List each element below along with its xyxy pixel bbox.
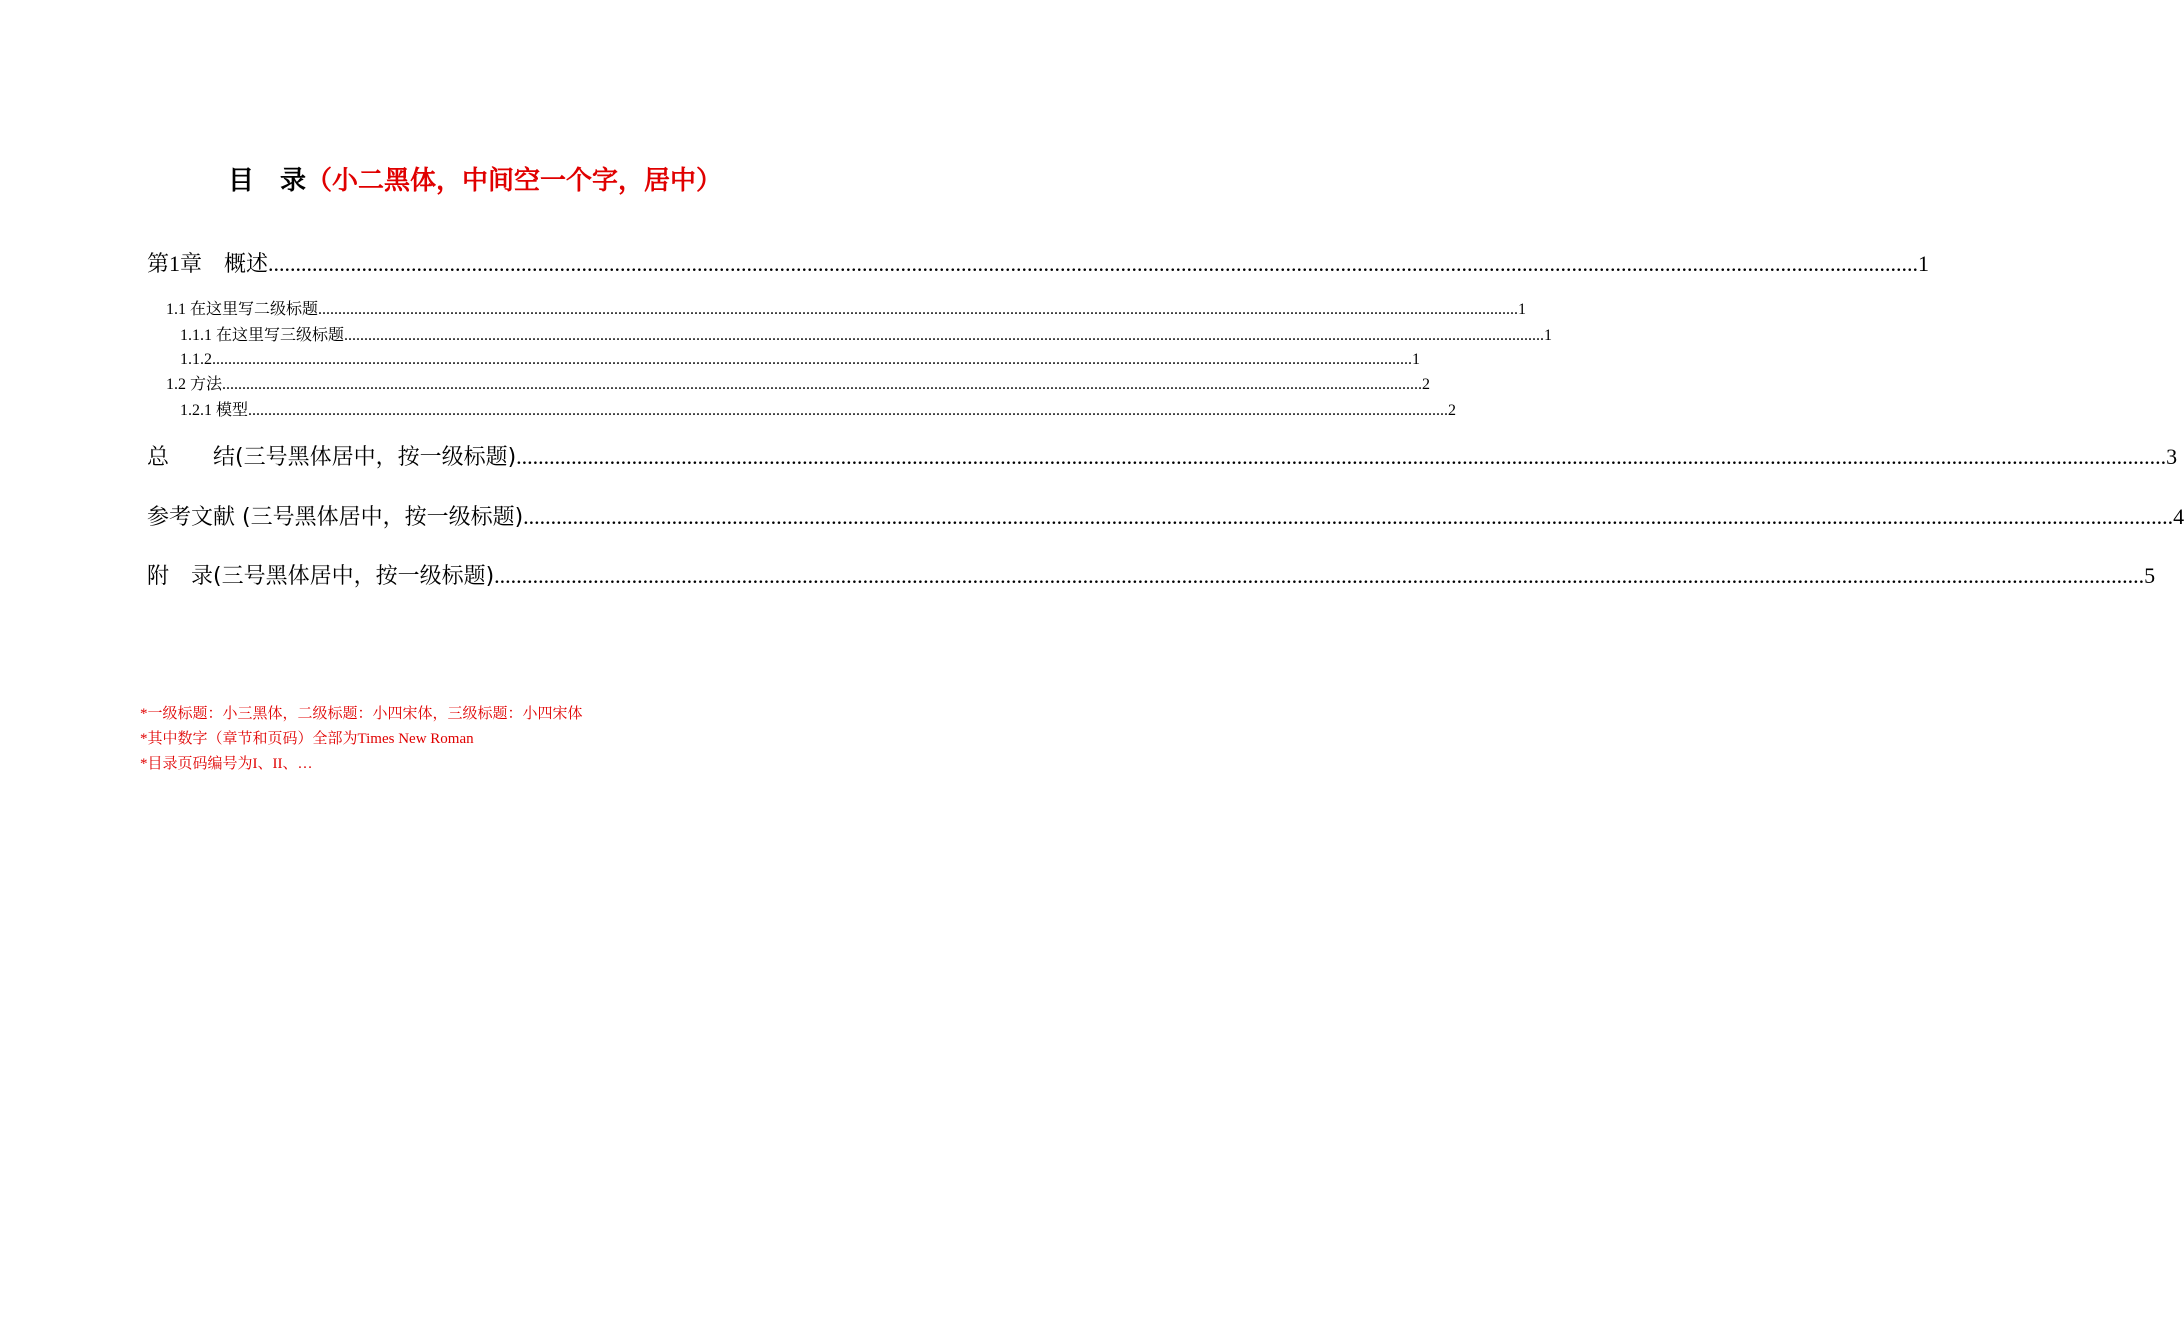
dot-leader: ............................................................................................................................................................................................................................................................................................................ — [344, 327, 1545, 344]
toc-entry-label: 附 录(三号黑体居中，按一级标题) — [147, 564, 495, 589]
toc-entry-1-2-1[interactable] — [180, 398, 1457, 422]
dot-leader: ............................................................................................................................................................................................................................................................................................................ — [212, 351, 1412, 368]
chapter-title: 章 概述 — [180, 252, 269, 277]
toc-entry-summary[interactable] — [147, 441, 2178, 473]
dot-leader: ............................................................................................................................................................................................................................................................................................................ — [248, 402, 1449, 419]
dot-leader: ............................................................................................................................................................................................................................................................................................................ — [318, 301, 1519, 318]
toc-entry-1-1[interactable] — [166, 298, 1527, 322]
chapter-prefix: 第 — [147, 252, 170, 277]
toc-entry-label — [147, 248, 268, 281]
toc-entry-label: 1.1.2 — [180, 351, 212, 368]
toc-page-number: 4 — [2173, 504, 2184, 529]
toc-entry-1-2[interactable] — [166, 373, 1431, 397]
toc-page-number: 2 — [1422, 376, 1431, 393]
toc-title-main: 目 录 — [227, 166, 306, 196]
toc-entry-label: 1.2 方法 — [166, 376, 223, 393]
toc-entry-chapter-1[interactable] — [147, 248, 1930, 280]
toc-entry-label — [180, 398, 248, 423]
toc-entry-label: 1.1 在这里写二级标题 — [166, 301, 319, 318]
chapter-number: 1 — [169, 251, 181, 276]
section-number: 1.2.1 — [180, 402, 216, 419]
toc-entry-label — [180, 323, 344, 348]
dot-leader: ............................................................................................................................................................................................................................................................................................................ — [494, 563, 2145, 588]
toc-page-number: 1 — [1412, 351, 1420, 368]
section-title: 模型 — [216, 400, 249, 419]
dot-leader: ............................................................................................................................................................................................................................................................................................................ — [516, 444, 2167, 469]
dot-leader: ............................................................................................................................................................................................................................................................................................................ — [523, 504, 2174, 529]
toc-page-number: 2 — [1448, 402, 1457, 419]
dot-leader: ............................................................................................................................................................................................................................................................................................................ — [268, 251, 1919, 276]
format-note: *目录页码编号为I、II、… — [140, 756, 313, 772]
format-notes — [140, 702, 583, 777]
toc-entry-references[interactable] — [147, 501, 2184, 533]
toc-page-number: 5 — [2144, 563, 2156, 588]
format-note: *其中数字（章节和页码）全部为Times New Roman — [140, 731, 474, 747]
toc-entry-label: 参考文献 (三号黑体居中，按一级标题) — [147, 505, 524, 530]
toc-page-number: 1 — [1544, 327, 1553, 344]
toc-page-number: 3 — [2166, 444, 2178, 469]
toc-entry-1-1-1[interactable] — [180, 323, 1553, 347]
dot-leader: ............................................................................................................................................................................................................................................................................................................ — [222, 376, 1423, 393]
format-note: *一级标题：小三黑体，二级标题：小四宋体，三级标题：小四宋体 — [140, 706, 583, 722]
toc-entry-label: 总 结(三号黑体居中，按一级标题) — [147, 445, 517, 470]
toc-entry-1-1-2[interactable] — [180, 348, 1420, 372]
toc-page-number: 1 — [1518, 301, 1527, 318]
section-title: 在这里写三级标题 — [216, 325, 345, 344]
section-number: 1.1.1 — [180, 327, 216, 344]
toc-title-format-note: （小二黑体，中间空一个字，居中） — [306, 166, 723, 196]
toc-title — [0, 162, 950, 200]
toc-page-number: 1 — [1918, 251, 1930, 276]
toc-entry-appendix[interactable] — [147, 560, 2156, 592]
